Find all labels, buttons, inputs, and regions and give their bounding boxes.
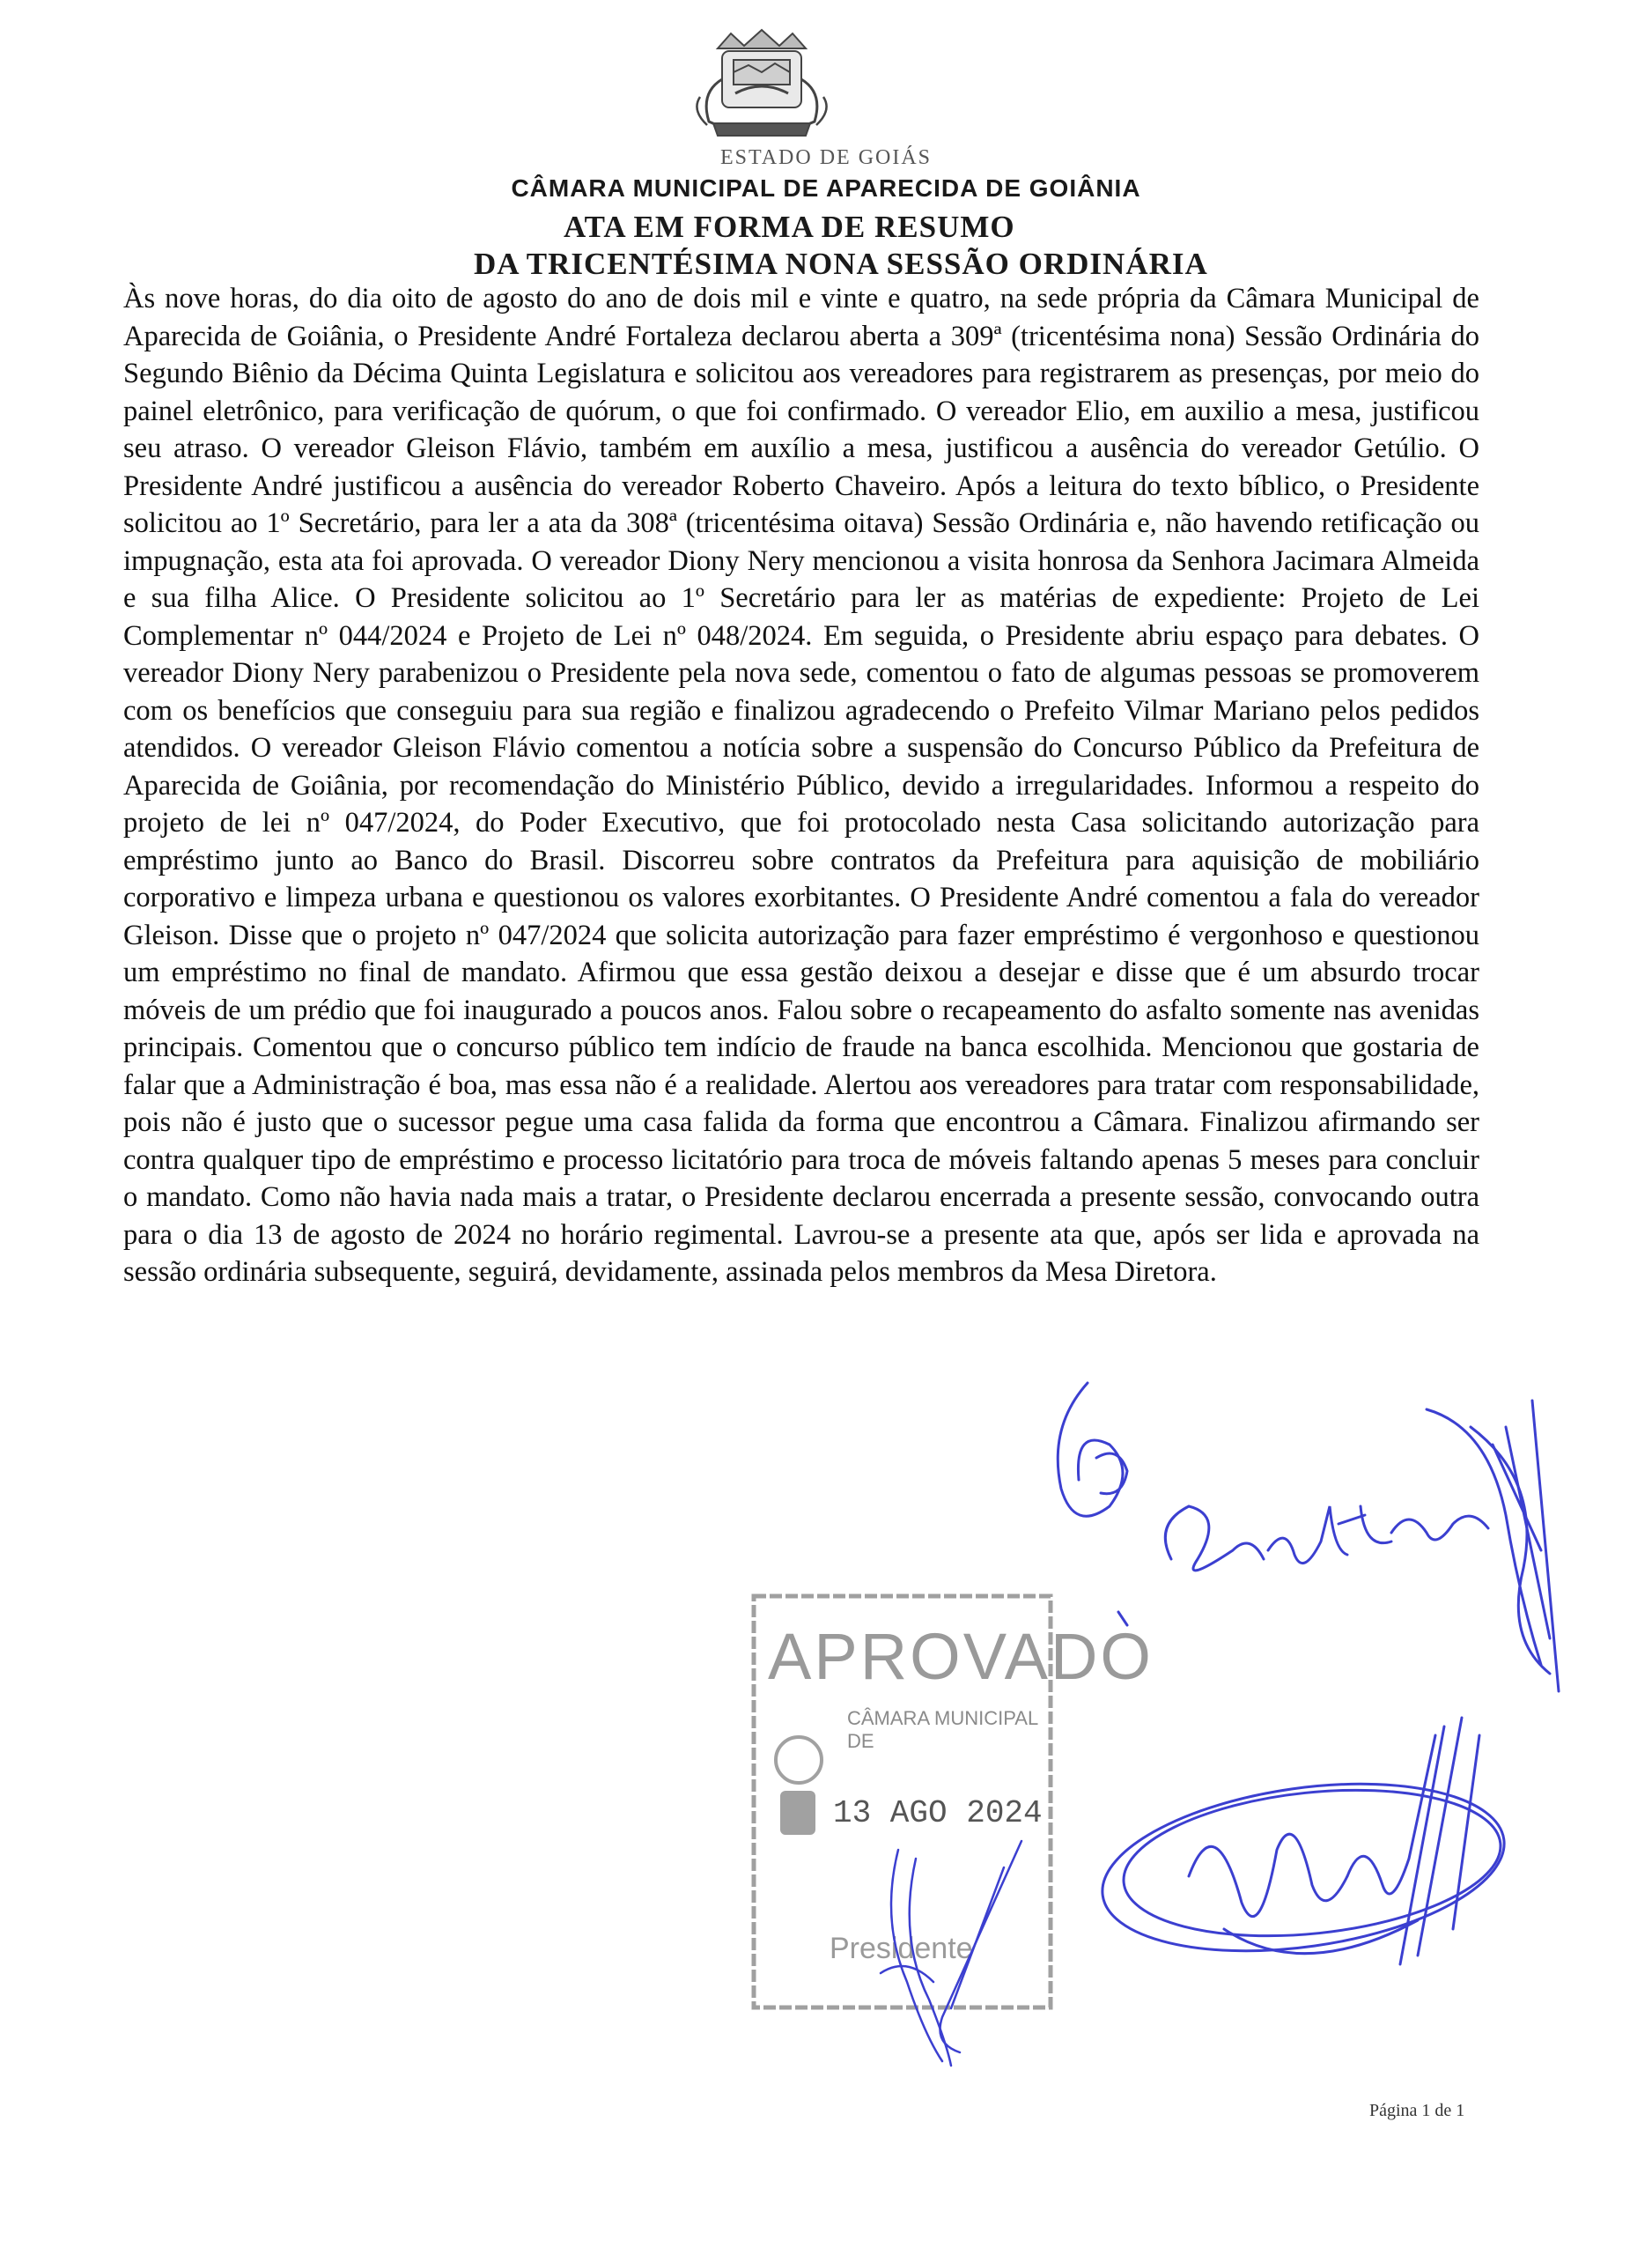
chamber-name: CÂMARA MUNICIPAL DE APARECIDA DE GOIÂNIA (511, 174, 1141, 202)
stamp-institution: CÂMARA MUNICIPAL DE (847, 1707, 1038, 1752)
coat-of-arms-emblem (682, 26, 841, 145)
document-title-line2: DA TRICENTÉSIMA NONA SESSÃO ORDINÁRIA (474, 247, 1208, 281)
signature-1 (1013, 1374, 1576, 1709)
signature-2 (1083, 1700, 1576, 2008)
minutes-body: Às nove horas, do dia oito de agosto do ano de dois mil e vinte e quatro, na sede própria da Câmara Municipal de Aparecida de Goiânia, o Presidente André Fortaleza declarou aberta a 309ª (tricentésima nona) Sessão Ordinária do Segundo Biênio da Décima Quinta Legislatura e solicitou aos vereadores para registrarem as presenças, por meio do painel eletrônico, para verificação de quórum, o que foi confirmado. O vereador Elio, em auxilio a mesa, justificou seu atraso. O vereador Gleison Flávio, também em auxílio a mesa, justificou a ausência do vereador Getúlio. O Presidente André justificou a ausência do vereador Roberto Chaveiro. Após a leitura do texto bíblico, o Presidente solicitou ao 1º Secretário, para ler a ata da 308ª (tricentésima oitava) Sessão Ordinária e, não havendo retificação ou impugnação, esta ata foi aprovada. O vereador Diony Nery mencionou a visita honrosa da Senhora Jacimara Almeida e sua filha Alice. O Presidente solicitou ao 1º Secretário para ler as matérias de expediente: Projeto de Lei Complementar nº 044/2024 e Projeto de Lei nº 048/2024. Em seguida, o Presidente abriu espaço para debates. O vereador Diony Nery parabenizou o Presidente pela nova sede, comentou o fato de algumas pessoas se promoverem com os benefícios que conseguiu para sua região e finalizou agradecendo o Prefeito Vilmar Mariano pelos pedidos atendidos. O vereador Gleison Flávio comentou a notícia sobre a suspensão do Concurso Público da Prefeitura de Aparecida de Goiânia, por recomendação do Ministério Público, devido a irregularidades. Informou a respeito do projeto de lei nº 047/2024, do Poder Executivo, que foi protocolado nesta Casa solicitando autorização para empréstimo junto ao Banco do Brasil. Discorreu sobre contratos da Prefeitura para aquisição de mobiliário corporativo e limpeza urbana e questionou os valores exorbitantes. O Presidente André comentou a fala do vereador Gleison. Disse que o projeto nº 047/2024 que solicita autorização para fazer empréstimo é vergonhoso e questionou um empréstimo no final de mandato. Afirmou que essa gestão deixou a desejar e disse que é um absurdo trocar móveis de um prédio que foi inaugurado a poucos anos. Falou sobre o recapeamento do asfalto somente nas avenidas principais. Comentou que o concurso público tem indício de fraude na banca escolhida. Mencionou que gostaria de falar que a Administração é boa, mas essa não é a realidade. Alertou aos vereadores para tratar com responsabilidade, pois não é justo que o sucessor pegue uma casa falida da forma que encontrou a Câmara. Finalizou afirmando ser contra qualquer tipo de empréstimo e processo licitatório para troca de móveis faltando apenas 5 meses para concluir o mandato. Como não havia nada mais a tratar, o Presidente declarou encerrada a presente sessão, convocando outra para o dia 13 de agosto de 2024 no horário regimental. Lavrou-se a presente ata que, após ser lida e aprovada na sessão ordinária subsequente, seguirá, devidamente, assinada pelos membros da Mesa Diretora. (123, 283, 1479, 1288)
stamp-status: APROVADO (768, 1620, 1154, 1693)
state-name: ESTADO DE GOIÁS (719, 146, 933, 169)
signature-3 (845, 1832, 1057, 2070)
page-number: Página 1 de 1 (1369, 2101, 1465, 2120)
document-title-line1: ATA EM FORMA DE RESUMO (564, 210, 1015, 244)
stamp-role: Presidente (830, 1932, 973, 1965)
stamp-date: 13 AGO 2024 (833, 1795, 1043, 1831)
